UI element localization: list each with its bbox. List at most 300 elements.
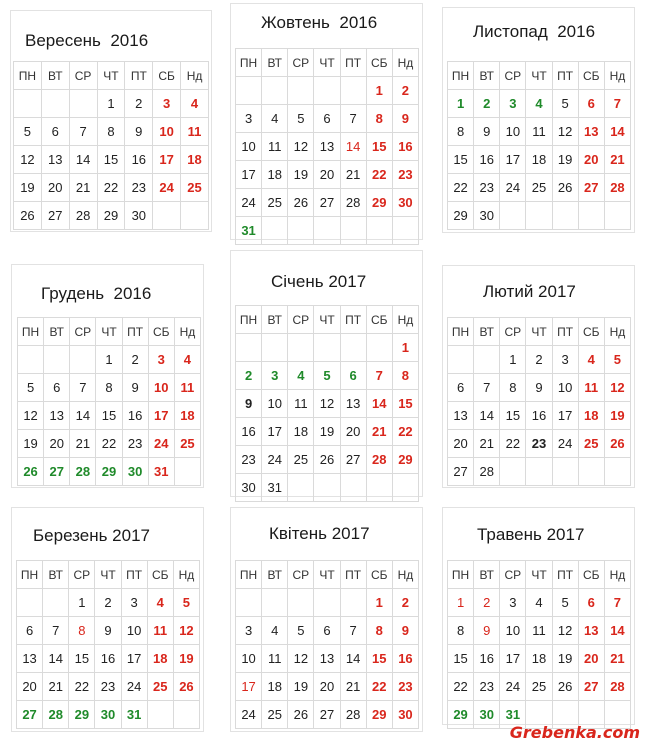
day-cell: 20 — [17, 673, 43, 701]
empty-cell — [288, 77, 314, 105]
calendar-title: Жовтень 2016 — [261, 13, 378, 32]
day-cell: 10 — [236, 645, 262, 673]
day-cell: 26 — [18, 458, 44, 486]
day-cell: 12 — [552, 617, 578, 645]
calendar-dec-2016 — [11, 264, 204, 488]
week-row — [448, 118, 631, 146]
week-row — [18, 402, 201, 430]
day-cell: 15 — [500, 402, 526, 430]
day-cell: 3 — [552, 346, 578, 374]
weekday-label: СР — [288, 49, 314, 77]
empty-cell — [392, 474, 418, 502]
week-row — [18, 458, 201, 486]
day-cell: 23 — [526, 430, 552, 458]
day-cell: 10 — [500, 118, 526, 146]
empty-cell — [153, 202, 181, 230]
day-cell: 29 — [366, 701, 392, 729]
day-cell: 29 — [448, 701, 474, 729]
day-cell: 13 — [578, 617, 604, 645]
weekday-label: Нд — [174, 318, 200, 346]
day-cell: 23 — [392, 673, 418, 701]
empty-cell — [236, 334, 262, 362]
day-cell: 8 — [448, 118, 474, 146]
empty-cell — [173, 701, 199, 729]
weekday-label: ЧТ — [314, 306, 340, 334]
day-cell: 3 — [148, 346, 174, 374]
calendar-grid — [447, 317, 631, 486]
day-cell: 10 — [262, 390, 288, 418]
day-cell: 24 — [500, 673, 526, 701]
weekday-header-row — [448, 561, 631, 589]
weekday-label: СР — [70, 318, 96, 346]
weekday-label: СБ — [148, 318, 174, 346]
empty-cell — [43, 589, 69, 617]
day-cell: 18 — [288, 418, 314, 446]
day-cell: 2 — [392, 77, 418, 105]
day-cell: 8 — [448, 617, 474, 645]
day-cell: 21 — [340, 673, 366, 701]
day-cell: 25 — [526, 673, 552, 701]
day-cell: 5 — [314, 362, 340, 390]
weekday-label: Нд — [181, 62, 209, 90]
weekday-label: ПТ — [125, 62, 153, 90]
day-cell: 3 — [236, 617, 262, 645]
day-cell: 16 — [122, 402, 148, 430]
day-cell: 22 — [448, 673, 474, 701]
day-cell: 1 — [448, 589, 474, 617]
empty-cell — [262, 334, 288, 362]
day-cell: 19 — [18, 430, 44, 458]
empty-cell — [448, 346, 474, 374]
day-cell: 30 — [122, 458, 148, 486]
week-row — [236, 390, 419, 418]
day-cell: 12 — [18, 402, 44, 430]
day-cell: 26 — [288, 189, 314, 217]
day-cell: 13 — [314, 133, 340, 161]
day-cell: 18 — [526, 645, 552, 673]
day-cell: 26 — [552, 174, 578, 202]
weekday-label: Нд — [392, 561, 418, 589]
day-cell: 28 — [604, 174, 630, 202]
day-cell: 22 — [392, 418, 418, 446]
calendar-grid — [447, 560, 631, 729]
day-cell: 24 — [153, 174, 181, 202]
empty-cell — [500, 458, 526, 486]
day-cell: 21 — [70, 430, 96, 458]
day-cell: 5 — [14, 118, 42, 146]
day-cell: 4 — [174, 346, 200, 374]
day-cell: 2 — [122, 346, 148, 374]
day-cell: 27 — [340, 446, 366, 474]
calendar-oct-2016 — [230, 3, 423, 240]
day-cell: 22 — [69, 673, 95, 701]
day-cell: 2 — [392, 589, 418, 617]
weekday-label: СБ — [366, 561, 392, 589]
day-cell: 30 — [392, 701, 418, 729]
day-cell: 25 — [262, 701, 288, 729]
day-cell: 1 — [500, 346, 526, 374]
calendar-title: Квітень 2017 — [269, 524, 370, 543]
day-cell: 1 — [366, 589, 392, 617]
day-cell: 5 — [18, 374, 44, 402]
week-row — [17, 701, 200, 729]
day-cell: 14 — [340, 133, 366, 161]
weekday-header-row — [236, 306, 419, 334]
weekday-label: ВТ — [474, 62, 500, 90]
day-cell: 8 — [392, 362, 418, 390]
day-cell: 21 — [340, 161, 366, 189]
day-cell: 15 — [96, 402, 122, 430]
weekday-label: СБ — [147, 561, 173, 589]
day-cell: 13 — [448, 402, 474, 430]
day-cell: 6 — [314, 105, 340, 133]
day-cell: 16 — [526, 402, 552, 430]
empty-cell — [147, 701, 173, 729]
day-cell: 24 — [236, 189, 262, 217]
weekday-label: СБ — [366, 306, 392, 334]
weekday-header-row — [448, 62, 631, 90]
day-cell: 10 — [148, 374, 174, 402]
day-cell: 28 — [69, 202, 97, 230]
week-row — [448, 90, 631, 118]
weekday-label: ПТ — [552, 561, 578, 589]
weekday-label: ВТ — [41, 62, 69, 90]
day-cell: 10 — [153, 118, 181, 146]
empty-cell — [340, 77, 366, 105]
weekday-label: ЧТ — [526, 561, 552, 589]
day-cell: 4 — [262, 105, 288, 133]
day-cell: 28 — [340, 189, 366, 217]
day-cell: 10 — [121, 617, 147, 645]
empty-cell — [552, 458, 578, 486]
day-cell: 2 — [474, 90, 500, 118]
weekday-label: СБ — [578, 62, 604, 90]
day-cell: 24 — [236, 701, 262, 729]
weekday-label: ВТ — [44, 318, 70, 346]
day-cell: 12 — [14, 146, 42, 174]
day-cell: 29 — [97, 202, 125, 230]
day-cell: 29 — [69, 701, 95, 729]
empty-cell — [314, 474, 340, 502]
day-cell: 27 — [41, 202, 69, 230]
empty-cell — [314, 589, 340, 617]
empty-cell — [578, 458, 604, 486]
week-row — [236, 77, 419, 105]
day-cell: 5 — [173, 589, 199, 617]
weekday-label: Нд — [392, 49, 418, 77]
day-cell: 29 — [448, 202, 474, 230]
day-cell: 23 — [95, 673, 121, 701]
day-cell: 17 — [552, 402, 578, 430]
day-cell: 9 — [474, 118, 500, 146]
day-cell: 23 — [122, 430, 148, 458]
day-cell: 11 — [526, 118, 552, 146]
day-cell: 11 — [262, 133, 288, 161]
calendar-grid — [16, 560, 200, 729]
day-cell: 22 — [366, 161, 392, 189]
day-cell: 2 — [95, 589, 121, 617]
day-cell: 7 — [474, 374, 500, 402]
watermark-logo: Grebenka.com — [509, 723, 640, 742]
day-cell: 6 — [578, 589, 604, 617]
day-cell: 6 — [41, 118, 69, 146]
day-cell: 25 — [147, 673, 173, 701]
empty-cell — [366, 217, 392, 245]
week-row — [236, 617, 419, 645]
day-cell: 20 — [340, 418, 366, 446]
day-cell: 15 — [69, 645, 95, 673]
day-cell: 2 — [526, 346, 552, 374]
calendar-grid — [235, 560, 419, 729]
day-cell: 10 — [552, 374, 578, 402]
weekday-label: ЧТ — [95, 561, 121, 589]
calendar-jan-2017 — [230, 250, 423, 497]
weekday-label: СР — [500, 561, 526, 589]
day-cell: 24 — [552, 430, 578, 458]
weekday-label: ПТ — [552, 62, 578, 90]
weekday-label: ПТ — [340, 306, 366, 334]
weekday-label: СБ — [578, 318, 604, 346]
week-row — [17, 673, 200, 701]
day-cell: 15 — [366, 645, 392, 673]
calendar-may-2017 — [442, 507, 635, 725]
day-cell: 7 — [366, 362, 392, 390]
day-cell: 18 — [174, 402, 200, 430]
day-cell: 17 — [500, 645, 526, 673]
week-row — [448, 346, 631, 374]
weekday-label: СР — [288, 561, 314, 589]
week-row — [236, 217, 419, 245]
day-cell: 23 — [474, 673, 500, 701]
day-cell: 8 — [366, 617, 392, 645]
weekday-label: ПН — [448, 62, 474, 90]
day-cell: 16 — [236, 418, 262, 446]
week-row — [236, 105, 419, 133]
day-cell: 31 — [148, 458, 174, 486]
week-row — [236, 474, 419, 502]
day-cell: 9 — [526, 374, 552, 402]
day-cell: 22 — [448, 174, 474, 202]
week-row — [14, 118, 209, 146]
week-row — [448, 402, 631, 430]
day-cell: 24 — [500, 174, 526, 202]
day-cell: 30 — [474, 202, 500, 230]
day-cell: 20 — [578, 146, 604, 174]
day-cell: 17 — [500, 146, 526, 174]
day-cell: 6 — [578, 90, 604, 118]
day-cell: 6 — [340, 362, 366, 390]
day-cell: 9 — [95, 617, 121, 645]
week-row — [448, 174, 631, 202]
day-cell: 15 — [97, 146, 125, 174]
day-cell: 17 — [236, 161, 262, 189]
empty-cell — [288, 474, 314, 502]
day-cell: 1 — [448, 90, 474, 118]
day-cell: 23 — [125, 174, 153, 202]
day-cell: 11 — [288, 390, 314, 418]
day-cell: 9 — [474, 617, 500, 645]
day-cell: 25 — [262, 189, 288, 217]
day-cell: 30 — [392, 189, 418, 217]
day-cell: 27 — [578, 174, 604, 202]
day-cell: 25 — [181, 174, 209, 202]
calendar-title: Лютий 2017 — [483, 282, 576, 301]
day-cell: 26 — [314, 446, 340, 474]
day-cell: 12 — [288, 645, 314, 673]
day-cell: 9 — [125, 118, 153, 146]
empty-cell — [236, 77, 262, 105]
weekday-label: ВТ — [474, 561, 500, 589]
day-cell: 4 — [526, 90, 552, 118]
week-row — [448, 617, 631, 645]
weekday-header-row — [17, 561, 200, 589]
weekday-label: ЧТ — [96, 318, 122, 346]
day-cell: 30 — [125, 202, 153, 230]
weekday-label: Нд — [173, 561, 199, 589]
calendar-grid — [235, 48, 419, 245]
empty-cell — [500, 202, 526, 230]
day-cell: 26 — [288, 701, 314, 729]
day-cell: 11 — [526, 617, 552, 645]
day-cell: 3 — [236, 105, 262, 133]
day-cell: 7 — [340, 617, 366, 645]
weekday-label: ВТ — [262, 561, 288, 589]
weekday-label: ВТ — [474, 318, 500, 346]
day-cell: 24 — [121, 673, 147, 701]
weekday-label: ПТ — [122, 318, 148, 346]
day-cell: 11 — [181, 118, 209, 146]
day-cell: 18 — [147, 645, 173, 673]
weekday-label: ВТ — [262, 306, 288, 334]
day-cell: 27 — [578, 673, 604, 701]
weekday-label: СР — [69, 561, 95, 589]
day-cell: 26 — [14, 202, 42, 230]
day-cell: 15 — [366, 133, 392, 161]
weekday-label: ЧТ — [526, 62, 552, 90]
calendar-grid — [235, 305, 419, 502]
day-cell: 17 — [262, 418, 288, 446]
empty-cell — [18, 346, 44, 374]
day-cell: 21 — [69, 174, 97, 202]
weekday-header-row — [236, 49, 419, 77]
calendar-grid — [447, 61, 631, 230]
empty-cell — [262, 217, 288, 245]
empty-cell — [174, 458, 200, 486]
day-cell: 4 — [147, 589, 173, 617]
day-cell: 23 — [236, 446, 262, 474]
weekday-label: СР — [69, 62, 97, 90]
empty-cell — [604, 458, 630, 486]
day-cell: 14 — [43, 645, 69, 673]
weekday-header-row — [448, 318, 631, 346]
day-cell: 2 — [125, 90, 153, 118]
day-cell: 30 — [95, 701, 121, 729]
calendar-title: Січень 2017 — [271, 272, 367, 291]
weekday-header-row — [14, 62, 209, 90]
day-cell: 26 — [173, 673, 199, 701]
week-row — [18, 374, 201, 402]
day-cell: 2 — [236, 362, 262, 390]
day-cell: 14 — [366, 390, 392, 418]
day-cell: 3 — [500, 589, 526, 617]
week-row — [236, 189, 419, 217]
empty-cell — [340, 589, 366, 617]
day-cell: 18 — [262, 673, 288, 701]
calendar-title: Листопад 2016 — [473, 22, 596, 41]
day-cell: 1 — [366, 77, 392, 105]
day-cell: 8 — [366, 105, 392, 133]
day-cell: 26 — [604, 430, 630, 458]
empty-cell — [474, 346, 500, 374]
week-row — [236, 589, 419, 617]
day-cell: 7 — [43, 617, 69, 645]
week-row — [448, 374, 631, 402]
weekday-label: ПН — [14, 62, 42, 90]
weekday-label: Нд — [604, 318, 630, 346]
day-cell: 22 — [97, 174, 125, 202]
empty-cell — [70, 346, 96, 374]
empty-cell — [44, 346, 70, 374]
day-cell: 19 — [14, 174, 42, 202]
day-cell: 19 — [288, 673, 314, 701]
day-cell: 7 — [604, 90, 630, 118]
calendar-nov-2016 — [442, 7, 635, 233]
week-row — [17, 617, 200, 645]
weekday-label: СР — [500, 62, 526, 90]
day-cell: 28 — [366, 446, 392, 474]
day-cell: 13 — [340, 390, 366, 418]
day-cell: 12 — [314, 390, 340, 418]
day-cell: 7 — [604, 589, 630, 617]
day-cell: 8 — [97, 118, 125, 146]
weekday-label: СБ — [153, 62, 181, 90]
day-cell: 20 — [314, 161, 340, 189]
day-cell: 11 — [147, 617, 173, 645]
calendar-apr-2017 — [230, 507, 423, 732]
day-cell: 12 — [604, 374, 630, 402]
empty-cell — [314, 77, 340, 105]
day-cell: 8 — [500, 374, 526, 402]
weekday-label: ПН — [448, 561, 474, 589]
calendar-title: Березень 2017 — [33, 526, 150, 545]
empty-cell — [578, 202, 604, 230]
calendar-grid — [13, 61, 209, 230]
day-cell: 13 — [41, 146, 69, 174]
day-cell: 27 — [314, 701, 340, 729]
weekday-label: ЧТ — [314, 49, 340, 77]
weekday-label: ПН — [448, 318, 474, 346]
week-row — [14, 174, 209, 202]
calendar-feb-2017 — [442, 265, 635, 488]
day-cell: 10 — [500, 617, 526, 645]
weekday-label: ВТ — [262, 49, 288, 77]
week-row — [14, 202, 209, 230]
empty-cell — [288, 334, 314, 362]
day-cell: 19 — [552, 645, 578, 673]
weekday-label: Нд — [604, 62, 630, 90]
day-cell: 20 — [44, 430, 70, 458]
day-cell: 28 — [604, 673, 630, 701]
empty-cell — [288, 217, 314, 245]
day-cell: 17 — [121, 645, 147, 673]
day-cell: 24 — [148, 430, 174, 458]
day-cell: 19 — [173, 645, 199, 673]
day-cell: 25 — [174, 430, 200, 458]
week-row — [18, 346, 201, 374]
day-cell: 16 — [125, 146, 153, 174]
day-cell: 14 — [340, 645, 366, 673]
day-cell: 3 — [500, 90, 526, 118]
